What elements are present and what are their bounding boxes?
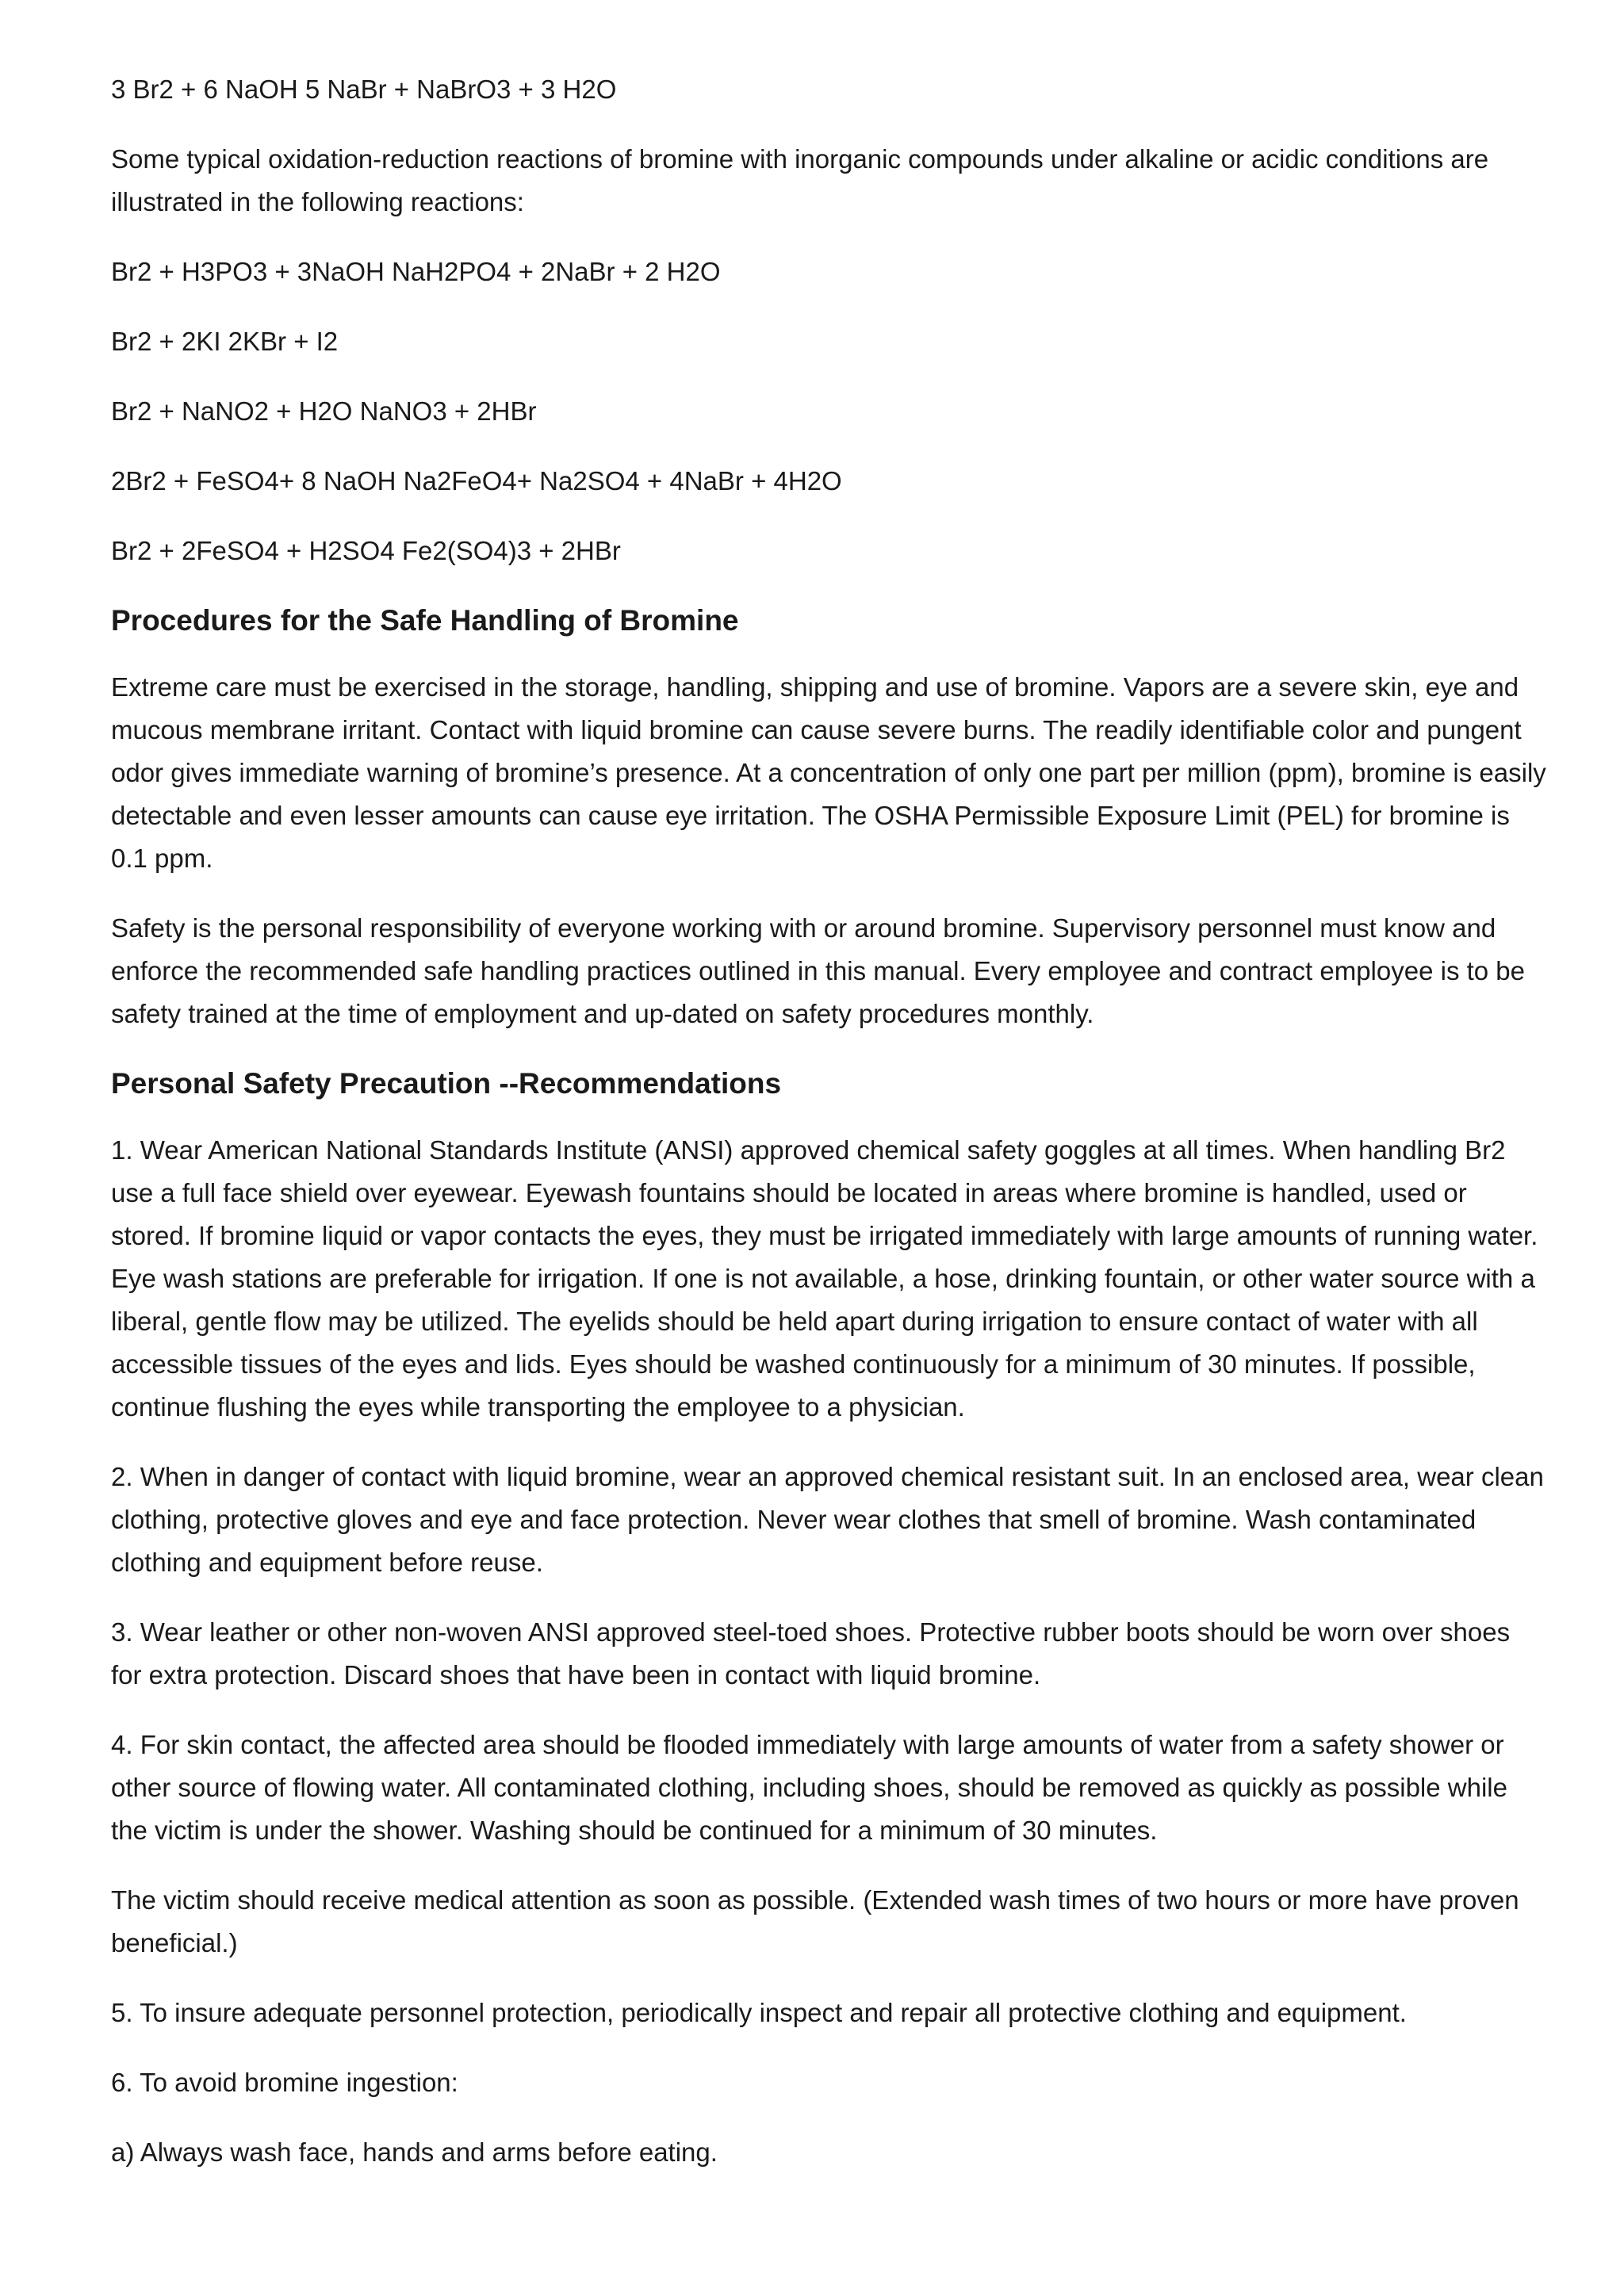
recommendation-item: 5. To insure adequate personnel protection, periodically inspect and repair all protective clothing and equipment. xyxy=(111,1998,1407,2027)
reaction-line: Br2 + H3PO3 + 3NaOH NaH2PO4 + 2NaBr + 2 H2O xyxy=(111,257,721,286)
section-heading-personal-safety: Personal Safety Precaution --Recommendations xyxy=(111,1067,782,1100)
reaction-line: 2Br2 + FeSO4+ 8 NaOH Na2FeO4+ Na2SO4 + 4NaBr + 4H2O xyxy=(111,466,842,496)
section-paragraph: Safety is the personal responsibility of everyone working with or around bromine. Supervisory personnel must know and enforce the recommended safe handling practices outlined in this manual. Every employee and contract employee is to be safety trained at the time of employment and up-dated on safety procedures monthly. xyxy=(111,913,1526,1028)
recommendation-item: 4. For skin contact, the affected area should be flooded immediately with large amounts of water from a safety shower or other source of flowing water. All contaminated clothing, including shoes, should be removed as quickly as possible while the victim is under the shower. Washing should be continued for a minimum of 30 minutes. xyxy=(111,1730,1507,1845)
recommendation-item: 2. When in danger of contact with liquid bromine, wear an approved chemical resistant suit. In an enclosed area, wear clean clothing, protective gloves and eye and face protection. Never wear clothes that smell of bromine. Wash contaminated clothing and equipment before reuse. xyxy=(111,1462,1544,1577)
section-heading-safe-handling: Procedures for the Safe Handling of Bromine xyxy=(111,604,739,637)
equation-line: 3 Br2 + 6 NaOH 5 NaBr + NaBrO3 + 3 H2O xyxy=(111,75,617,104)
document-page xyxy=(111,68,1546,2201)
recommendation-subitem: a) Always wash face, hands and arms before eating. xyxy=(111,2137,718,2167)
intro-paragraph: Some typical oxidation-reduction reactions of bromine with inorganic compounds under alkaline or acidic conditions are illustrated in the following reactions: xyxy=(111,144,1489,216)
reaction-line: Br2 + 2KI 2KBr + I2 xyxy=(111,327,339,356)
recommendation-item: 6. To avoid bromine ingestion: xyxy=(111,2068,458,2097)
recommendation-item: 1. Wear American National Standards Institute (ANSI) approved chemical safety goggles at all times. When handling Br2 use a full face shield over eyewear. Eyewash fountains should be located in areas where bromine is handled, used or stored. If bromine liquid or vapor contacts the eyes, they must be irrigated immediately with large amounts of running water. Eye wash stations are preferable for irrigation. If one is not available, a hose, drinking fountain, or other water source with a liberal, gentle flow may be utilized. The eyelids should be held apart during irrigation to ensure contact of water with all accessible tissues of the eyes and lids. Eyes should be washed continuously for a minimum of 30 minutes. If possible, continue flushing the eyes while transporting the employee to a physician. xyxy=(111,1135,1538,1422)
reaction-line: Br2 + 2FeSO4 + H2SO4 Fe2(SO4)3 + 2HBr xyxy=(111,536,621,565)
reaction-line: Br2 + NaNO2 + H2O NaNO3 + 2HBr xyxy=(111,396,537,426)
reaction-list xyxy=(111,251,1546,572)
recommendation-item: 3. Wear leather or other non-woven ANSI approved steel-toed shoes. Protective rubber boots should be worn over shoes for extra protection. Discard shoes that have been in contact with liquid bromine. xyxy=(111,1617,1511,1689)
section-paragraph: Extreme care must be exercised in the storage, handling, shipping and use of bromine. Vapors are a severe skin, eye and mucous membrane irritant. Contact with liquid bromine can cause severe burns. The readily identifiable color and pungent odor gives immediate warning of bromine’s presence. At a concentration of only one part per million (ppm), bromine is easily detectable and even lesser amounts can cause eye irritation. The OSHA Permissible Exposure Limit (PEL) for bromine is 0.1 ppm. xyxy=(111,672,1546,873)
recommendation-note: The victim should receive medical attention as soon as possible. (Extended wash times of two hours or more have proven beneficial.) xyxy=(111,1885,1519,1957)
